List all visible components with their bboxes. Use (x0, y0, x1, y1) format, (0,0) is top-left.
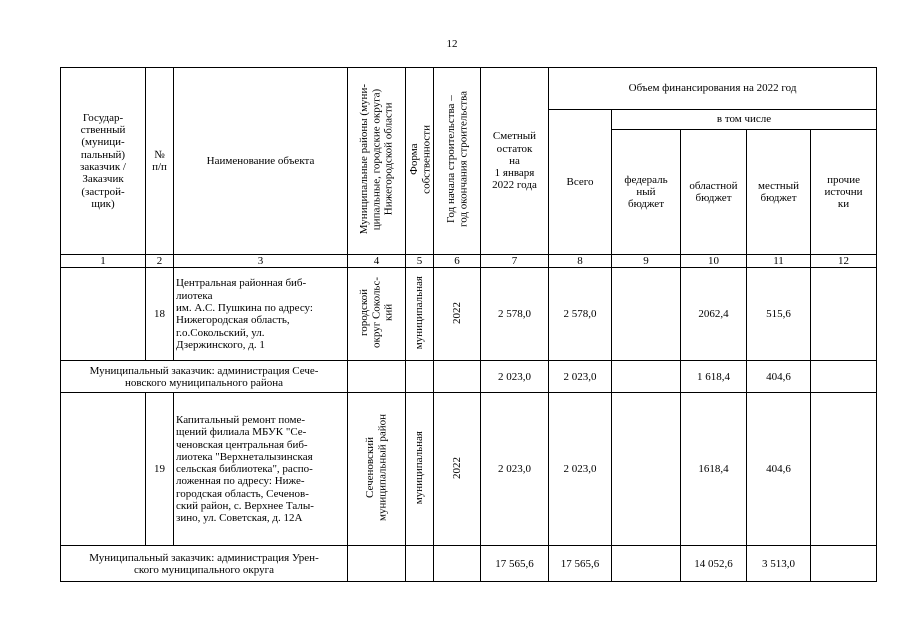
subtotal-sechenovo-empty (811, 361, 877, 393)
subtotal-uren-regional: 14 052,6 (681, 546, 747, 582)
row19-name-text: Капитальный ремонт поме- щений филиала МБУК "Се- ченовская центральная биб- лиотека "Верхнеталызинская сельская библиотека", распо- ложенная по адресу: Ниже- городская область, Сеченов- ский район, с. Верхнее Талы- зино, ул. Советская, д. 12А (176, 413, 314, 525)
table-row-19 (61, 393, 877, 546)
column-number: 3 (174, 255, 348, 268)
header-other (811, 130, 877, 255)
row19-total: 2 023,0 (549, 393, 612, 546)
row18-year-text: 2022 (450, 301, 463, 324)
header-federal (612, 130, 681, 255)
column-number-row (61, 255, 877, 268)
subtotal-uren-remaining: 17 565,6 (481, 546, 549, 582)
header-including-label: в том числе (716, 113, 772, 126)
column-number: 8 (549, 255, 612, 268)
subtotal-row-sechenovo (61, 361, 877, 393)
header-remaining (481, 68, 549, 255)
row18-regional: 2062,4 (681, 268, 747, 361)
header-funding-title-label: Объем финансирования на 2022 год (628, 82, 797, 95)
row19-local: 404,6 (747, 393, 811, 546)
row19-year (434, 393, 481, 546)
header-including (612, 110, 877, 130)
header-districts-label: Муниципальные районы (муни- ципальные, городские округа) Нижегородской области (358, 84, 395, 235)
row19-other (811, 393, 877, 546)
subtotal-sechenovo-label-text: Муниципальный заказчик: администрация Сече- новского муниципального района (89, 364, 319, 389)
column-number: 10 (681, 255, 747, 268)
row19-ownership (406, 393, 434, 546)
row18-district-text: городской округ Сокольс- кий (358, 277, 395, 349)
row19-district-text: Сеченовский муниципальный район (364, 414, 389, 522)
subtotal-uren-label (61, 546, 348, 582)
column-number: 6 (434, 255, 481, 268)
header-other-label: прочие источни ки (824, 173, 863, 211)
row18-year (434, 268, 481, 361)
subtotal-sechenovo-empty (406, 361, 434, 393)
header-object-name (174, 68, 348, 255)
row19-regional: 1618,4 (681, 393, 747, 546)
column-number: 2 (146, 255, 174, 268)
header-remaining-label: Сметный остаток на 1 января 2022 года (492, 130, 537, 192)
header-customer-label: Государ- ственный (муници- пальный) заказчик / Заказчик (застрой- щик) (80, 111, 126, 210)
subtotal-uren-empty (811, 546, 877, 582)
column-number: 11 (747, 255, 811, 268)
subtotal-sechenovo-empty (434, 361, 481, 393)
row19-name (174, 393, 348, 546)
header-local-label: местный бюджет (758, 179, 799, 204)
header-federal-label: федераль ный бюджет (624, 173, 668, 211)
subtotal-sechenovo-remaining: 2 023,0 (481, 361, 549, 393)
row19-year-text: 2022 (450, 456, 463, 479)
subtotal-uren-total: 17 565,6 (549, 546, 612, 582)
subtotal-uren-label-text: Муниципальный заказчик: администрация Урен- ского муниципального округа (89, 551, 319, 576)
header-regional (681, 130, 747, 255)
row19-num: 19 (146, 393, 174, 546)
column-number: 1 (61, 255, 146, 268)
column-number: 9 (612, 255, 681, 268)
row18-total: 2 578,0 (549, 268, 612, 361)
page-number: 12 (446, 38, 458, 50)
header-customer (61, 68, 146, 255)
row18-name-text: Центральная районная биб- лиотека им. А.С. Пушкина по адресу: Нижегородская область, г.о.Сокольский, ул. Дзержинского, д. 1 (176, 277, 313, 351)
table-row-18 (61, 268, 877, 361)
row18-ownership (406, 268, 434, 361)
subtotal-uren-empty (348, 546, 406, 582)
subtotal-sechenovo-empty (612, 361, 681, 393)
header-districts (348, 68, 406, 255)
header-regional-label: областной бюджет (689, 179, 738, 204)
column-number: 12 (811, 255, 877, 268)
header-ownership-label: Форма собственности (408, 124, 433, 194)
row18-other (811, 268, 877, 361)
subtotal-sechenovo-local: 404,6 (747, 361, 811, 393)
financing-table (60, 67, 877, 582)
column-number: 7 (481, 255, 549, 268)
header-num-label: № п/п (152, 148, 167, 173)
row18-federal (612, 268, 681, 361)
row19-remaining: 2 023,0 (481, 393, 549, 546)
subtotal-uren-local: 3 513,0 (747, 546, 811, 582)
header-years-label: Год начала строительства – год окончания строительства (444, 91, 469, 228)
row19-district (348, 393, 406, 546)
header-ownership (406, 68, 434, 255)
row19-ownership-text: муниципальная (413, 431, 426, 505)
row18-name (174, 268, 348, 361)
row19-customer (61, 393, 146, 546)
header-years (434, 68, 481, 255)
subtotal-uren-empty (434, 546, 481, 582)
header-num (146, 68, 174, 255)
subtotal-sechenovo-empty (348, 361, 406, 393)
header-funding-title (549, 68, 877, 110)
row18-ownership-text: муниципальная (413, 276, 426, 350)
row18-customer (61, 268, 146, 361)
subtotal-sechenovo-total: 2 023,0 (549, 361, 612, 393)
row18-remaining: 2 578,0 (481, 268, 549, 361)
header-total-label: Всего (566, 175, 594, 188)
subtotal-sechenovo-regional: 1 618,4 (681, 361, 747, 393)
row18-district (348, 268, 406, 361)
header-total (549, 110, 612, 255)
row18-num: 18 (146, 268, 174, 361)
row18-local: 515,6 (747, 268, 811, 361)
subtotal-sechenovo-label (61, 361, 348, 393)
subtotal-uren-empty (406, 546, 434, 582)
header-object-name-label: Наименование объекта (206, 154, 315, 167)
row19-federal (612, 393, 681, 546)
subtotal-row-uren (61, 546, 877, 582)
column-number: 5 (406, 255, 434, 268)
subtotal-uren-empty (612, 546, 681, 582)
header-row-1 (61, 68, 877, 110)
header-local (747, 130, 811, 255)
column-number: 4 (348, 255, 406, 268)
